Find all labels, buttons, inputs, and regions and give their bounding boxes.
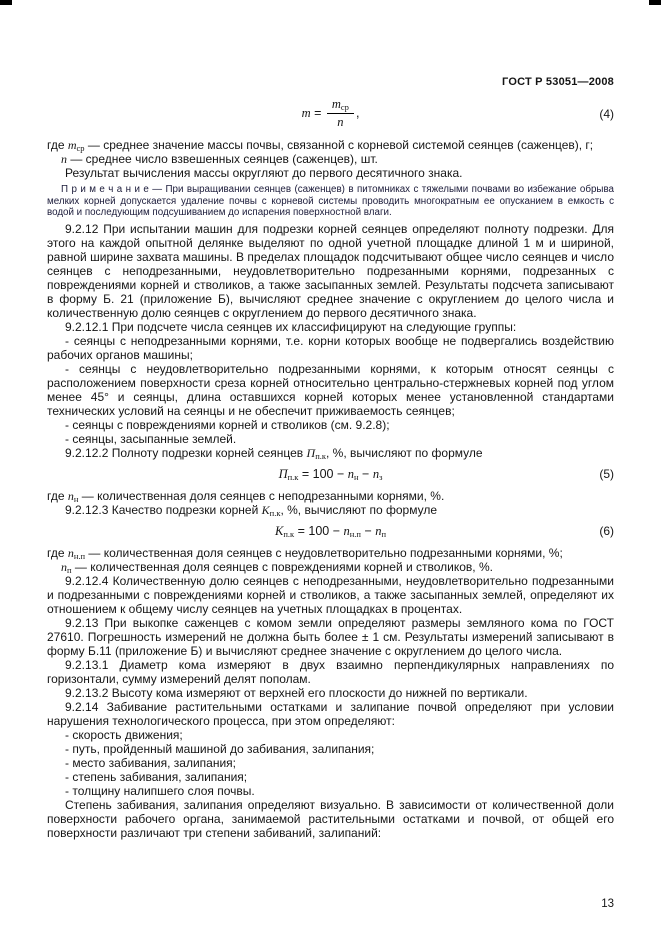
list-item: - степень забивания, залипания;: [65, 769, 248, 784]
section-9-2-12-2: [47, 446, 614, 460]
section-9-2-12-3: [47, 503, 614, 517]
doc-number-header: ГОСТ Р 53051—2008: [502, 76, 614, 88]
formula-variable: n: [375, 523, 382, 538]
definition-text: — среднее значение массы почвы, связанной с корневой системой сеянцев (саженцев), г;: [84, 138, 594, 152]
formula-subscript: ср: [340, 102, 349, 112]
formula-variable: n: [67, 488, 74, 503]
formula-variable: n: [61, 559, 67, 574]
paragraph-result-rounding: Результат вычисления массы округляют до первого десятичного знака.: [65, 166, 463, 180]
formula-subscript: п.к: [269, 507, 281, 518]
where-keyword: где: [47, 545, 68, 560]
page-number: 13: [601, 898, 614, 910]
formula-operator: = 100 −: [294, 523, 344, 538]
formula-variable: m: [301, 105, 311, 120]
formula-variable: n: [337, 115, 344, 129]
where-definition-n: [47, 152, 614, 166]
section-9-2-12-4: 9.2.12.4 Количественную долю сеянцев с неподрезанными, неудовлетворительно подрезанными и подрезанными с повреждениями корней и стволиков, а также засыпанных землей, определяют их отношением к общему числу сеянцев на учетных площадках в процентах.: [47, 573, 614, 616]
formula-subscript: н: [354, 471, 359, 482]
formula-6-number: (6): [599, 524, 614, 538]
where-definition-nn: [47, 489, 614, 503]
formula-variable: n: [67, 545, 74, 560]
formula-variable: m: [67, 138, 77, 152]
definition-text: — количественная доля сеянцев с повреждениями корней и стволиков, %.: [71, 559, 493, 574]
formula-variable: n: [343, 523, 350, 538]
formula-4-number: (4): [599, 106, 615, 121]
definition-text: — количественная доля сеянцев с неудовлетворительно подрезанными корнями, %;: [85, 545, 563, 560]
formula-subscript: н.п: [73, 550, 86, 561]
formula-punctuation: ,: [355, 105, 360, 120]
formula-subscript: п.к: [283, 528, 295, 539]
document-content: [47, 97, 614, 840]
formula-subscript: п.к: [315, 450, 327, 461]
formula-variable: П: [306, 445, 316, 460]
where-definition-m: [47, 138, 614, 152]
formula-subscript: п.к: [287, 471, 299, 482]
section-text: 9.2.12.3 Качество подрезки корней: [65, 502, 262, 517]
fraction-denominator: [327, 114, 354, 130]
formula-subscript: п: [381, 528, 387, 539]
formula-variable: n: [347, 466, 355, 481]
section-9-2-13: 9.2.13 При выкопке саженцев с комом земли определяют размеры земляного кома по ГОСТ 27610. Погрешность измерений не должна быть более ± 1 см. Результаты измерений записывают в форму Б.11 (приложение Б) и вычисляют среднее значение с округлением до целого числа.: [47, 615, 614, 658]
formula-subscript: з: [379, 471, 383, 482]
formula-variable: n: [372, 466, 380, 481]
fraction-numerator: [327, 97, 354, 114]
section-9-2-12-1: 9.2.12.1 При подсчете числа сеянцев их классифицируют на следующие группы:: [65, 319, 517, 334]
note-paragraph: П р и м е ч а н и е — При выращивании сеянцев (саженцев) в питомниках с тяжелыми почвами во избежание обрыва мелких корней допускается удаление почвы с корневой системы проводить многократным ее опусканием в емкость с водой и последующим подсушиванием до испарения поверхностной влаги.: [47, 184, 614, 218]
formula-5: [47, 467, 614, 482]
corner-mark-top-right: [649, 0, 661, 5]
formula-subscript: ср: [76, 143, 85, 153]
formula-variable: n: [61, 152, 67, 166]
definition-text: — количественная доля сеянцев с неподрезанными корнями, %.: [78, 488, 445, 503]
section-text: , %, вычисляют по формуле: [280, 502, 438, 517]
formula-operator: −: [358, 466, 373, 481]
formula-5-number: (5): [599, 467, 614, 481]
formula-5-expression: [279, 467, 383, 482]
section-text: 9.2.12.2 Полноту подрезки корней сеянцев: [65, 445, 307, 460]
list-item: - скорость движения;: [65, 727, 183, 742]
formula-operator: = 100 −: [298, 466, 348, 481]
formula-subscript: н.п: [349, 528, 361, 539]
list-item: - место забивания, залипания;: [65, 755, 236, 770]
formula-6-expression: [275, 524, 386, 539]
corner-mark-top-left: [0, 0, 12, 5]
where-definition-nnp: [47, 546, 614, 560]
formula-4-expression: [302, 97, 360, 130]
formula-variable: K: [261, 502, 270, 517]
where-definition-np: [47, 560, 614, 574]
list-item: - сеянцы, засыпанные землей.: [65, 431, 237, 446]
formula-variable: K: [274, 523, 284, 538]
section-9-2-12: 9.2.12 При испытании машин для подрезки корней сеянцев определяют полноту подрезки. Для этого на каждой опытной делянке выделяют по одной учетной площадке длиной 1 м и шириной, равной ширине захвата машины. В пределах площадок подсчитывают общее число сеянцев и число сеянцев с неподрезанными, неудовлетворительно подрезанными корнями, подрезанных с повреждениями корней и стволиков, а также засыпанных землей. Результаты подсчета записывают в форму Б. 21 (приложение Б), вычисляют среднее значение с округлением до целого числа и количественную долю сеянцев с округлением до первого десятичного знака.: [47, 221, 614, 320]
formula-variable: m: [331, 97, 341, 111]
section-text: , %, вычисляют по формуле: [326, 445, 483, 460]
list-item: - толщину налипшего слоя почвы.: [65, 783, 255, 798]
section-9-2-13-2: 9.2.13.2 Высоту кома измеряют от верхней его плоскости до нижней по вертикали.: [65, 685, 528, 700]
formula-6: [47, 524, 614, 539]
formula-operator: −: [360, 523, 376, 538]
list-item: - сеянцы с неудовлетворительно подрезанными корнями, к которым относят сеянцы с расположением поверхности среза корней относительно центрально-стержневых корней под углом менее 45° и сеянцы, длина оставшихся корней которых менее установленной стандартами технических условий на сеянцы и не обеспечит приживаемость сеянцев;: [47, 361, 614, 418]
formula-equals: =: [310, 105, 325, 120]
where-keyword: где: [47, 488, 68, 503]
section-9-2-13-1: 9.2.13.1 Диаметр кома измеряют в двух взаимно перпендикулярных направлениях по горизонтали, сумму измерений делят пополам.: [47, 657, 614, 686]
formula-4: [47, 97, 614, 130]
formula-fraction: [327, 97, 354, 130]
definition-text: — среднее число взвешенных сеянцев (саженцев), шт.: [67, 152, 378, 166]
formula-subscript: п: [67, 564, 72, 575]
section-9-2-14: 9.2.14 Забивание растительными остатками и залипание почвой определяют при условии нарушения технологического процесса, при этом определяют:: [47, 699, 614, 728]
formula-subscript: н: [73, 493, 79, 504]
where-keyword: где: [47, 138, 68, 152]
list-item: - путь, пройденный машиной до забивания, залипания;: [65, 741, 375, 756]
list-item: - сеянцы с повреждениями корней и стволиков (см. 9.2.8);: [65, 417, 390, 432]
list-item: - сеянцы с неподрезанными корнями, т.е. корни которых вообще не подвергались воздействию рабочих органов машины;: [47, 333, 614, 362]
formula-variable: П: [278, 466, 288, 481]
paragraph-degree-visual: Степень забивания, залипания определяют визуально. В зависимости от количественной доли поверхности рабочего органа, занимаемой растительными остатками и почвой, от общей его поверхности различают три степени забиваний, залипаний:: [47, 797, 614, 840]
